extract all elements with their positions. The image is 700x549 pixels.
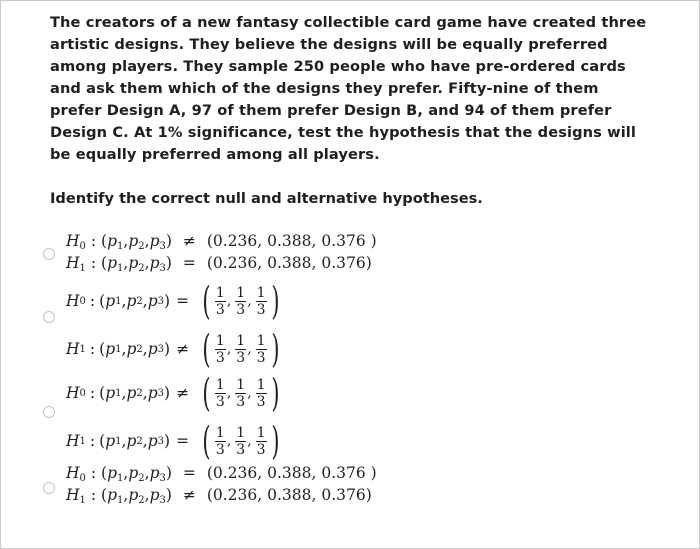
proportion-vector: (0.236, 0.388, 0.376 )	[206, 464, 377, 482]
relation-symbol: ≠	[176, 340, 190, 358]
h0-line: H 0 : ( p 1 , p 2 , p 3 ) ≠ ( $\frac{1}{3}$ , $\frac{1}{3}$ , $\frac{1}{3}$ )	[66, 370, 282, 416]
relation-symbol: =	[176, 432, 190, 450]
fraction-vector: ( $\frac{1}{3}$ , $\frac{1}{3}$ , $\frac{1}{3}$ )	[202, 371, 280, 415]
relation-symbol: =	[182, 254, 196, 272]
relation-symbol: =	[176, 292, 190, 310]
h0-line: $H_0$ : $(p_1,p_2,p_3) \ne (0.236$, 0.388, 0.376 )	[66, 232, 377, 252]
proportion-vector: (0.236, 0.388, 0.376)	[206, 254, 372, 272]
radio-button[interactable]	[43, 311, 55, 323]
proportion-vector: (0.236, 0.388, 0.376)	[206, 486, 372, 504]
relation-symbol: =	[182, 464, 196, 482]
relation-symbol: ≠	[182, 486, 196, 504]
h0-line: $H_0$ : $(p_1,p_2,p_3) = (0.236$, 0.388, 0.376 )	[66, 464, 377, 484]
h1-line: H 1 : ( p 1 , p 2 , p 3 ) ≠ ( $\frac{1}{3}$ , $\frac{1}{3}$ , $\frac{1}{3}$ )	[66, 326, 282, 372]
radio-button[interactable]	[43, 482, 55, 494]
proportion-vector: (0.236, 0.388, 0.376 )	[206, 232, 377, 250]
h1-line: $H_1$ : $(p_1,p_2,p_3) \ne (0.236$, 0.388, 0.376)	[66, 486, 372, 506]
fraction-vector: ( $\frac{1}{3}$ , $\frac{1}{3}$ , $\frac{1}{3}$ )	[202, 419, 280, 463]
fraction-vector: ( $\frac{1}{3}$ , $\frac{1}{3}$ , $\frac{1}{3}$ )	[202, 327, 280, 371]
radio-button[interactable]	[43, 406, 55, 418]
question-text: The creators of a new fantasy collectible card game have created three artistic designs. They believe the designs will be equally preferred among players. They sample 250 people who have pre-ordered cards and ask them which of the designs they prefer. Fifty-nine of them prefer Design A, 97 of them prefer Design B, and 94 of them prefer Design C. At 1% significance, test the hypothesis that the designs will be equally preferred among all players.	[50, 14, 647, 163]
fraction-vector: ( $\frac{1}{3}$ , $\frac{1}{3}$ , $\frac{1}{3}$ )	[202, 279, 280, 323]
radio-button[interactable]	[43, 248, 55, 260]
prompt-text: Identify the correct null and alternative hypotheses.	[50, 190, 483, 207]
h1-line: H 1 : ( p 1 , p 2 , p 3 ) = ( $\frac{1}{3}$ , $\frac{1}{3}$ , $\frac{1}{3}$ )	[66, 418, 282, 464]
relation-symbol: ≠	[176, 384, 190, 402]
h0-line: H 0 : ( p 1 , p 2 , p 3 ) = ( $\frac{1}{3}$ , $\frac{1}{3}$ , $\frac{1}{3}$ )	[66, 278, 282, 324]
h1-line: $H_1$ : $(p_1,p_2,p_3) = (0.236$, 0.388, 0.376)	[66, 254, 372, 274]
relation-symbol: ≠	[182, 232, 196, 250]
